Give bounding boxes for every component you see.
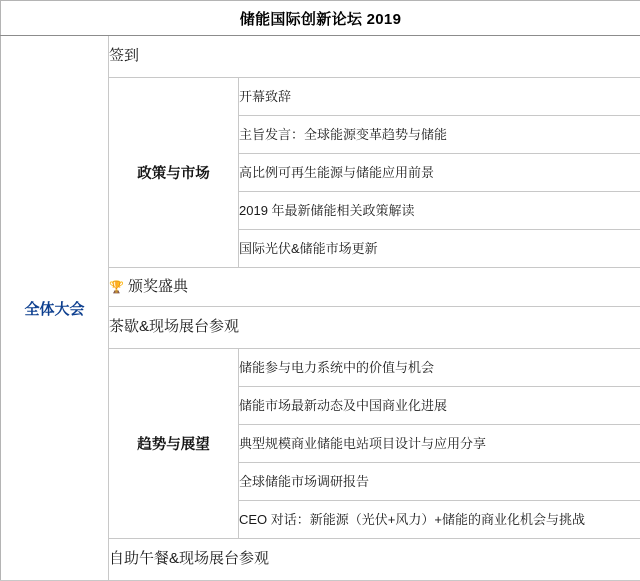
agenda-item: 2019 年最新储能相关政策解读 <box>239 192 640 230</box>
agenda-item: 开幕致辞 <box>239 78 640 116</box>
agenda-item-tea-break: 茶歇&现场展台参观 <box>109 307 640 349</box>
agenda-item-registration: 签到 <box>109 36 640 78</box>
agenda-item: 主旨发言：全球能源变革趋势与储能 <box>239 116 640 154</box>
page-title: 储能国际创新论坛 2019 <box>1 1 640 36</box>
table-row-registration <box>1 36 640 78</box>
trophy-icon: 🏆 <box>109 281 124 293</box>
section-label-policy-market: 政策与市场 <box>109 78 239 268</box>
agenda-item-lunch: 自助午餐&现场展台参观 <box>109 539 640 581</box>
agenda-item: 全球储能市场调研报告 <box>239 463 640 501</box>
agenda-item: CEO 对话：新能源（光伏+风力）+储能的商业化机会与挑战 <box>239 501 640 539</box>
track-label-plenary: 全体大会 <box>1 36 109 581</box>
agenda-item: 高比例可再生能源与储能应用前景 <box>239 154 640 192</box>
agenda-item: 储能参与电力系统中的价值与机会 <box>239 349 640 387</box>
agenda-item: 储能市场最新动态及中国商业化进展 <box>239 387 640 425</box>
agenda-item-award-ceremony <box>109 268 640 307</box>
section-label-trend-outlook: 趋势与展望 <box>109 349 239 539</box>
agenda-item: 典型规模商业储能电站项目设计与应用分享 <box>239 425 640 463</box>
agenda-item: 国际光伏&储能市场更新 <box>239 230 640 268</box>
agenda-item-award-label: 颁奖盛典 <box>128 277 188 297</box>
table-row-title <box>1 1 640 36</box>
